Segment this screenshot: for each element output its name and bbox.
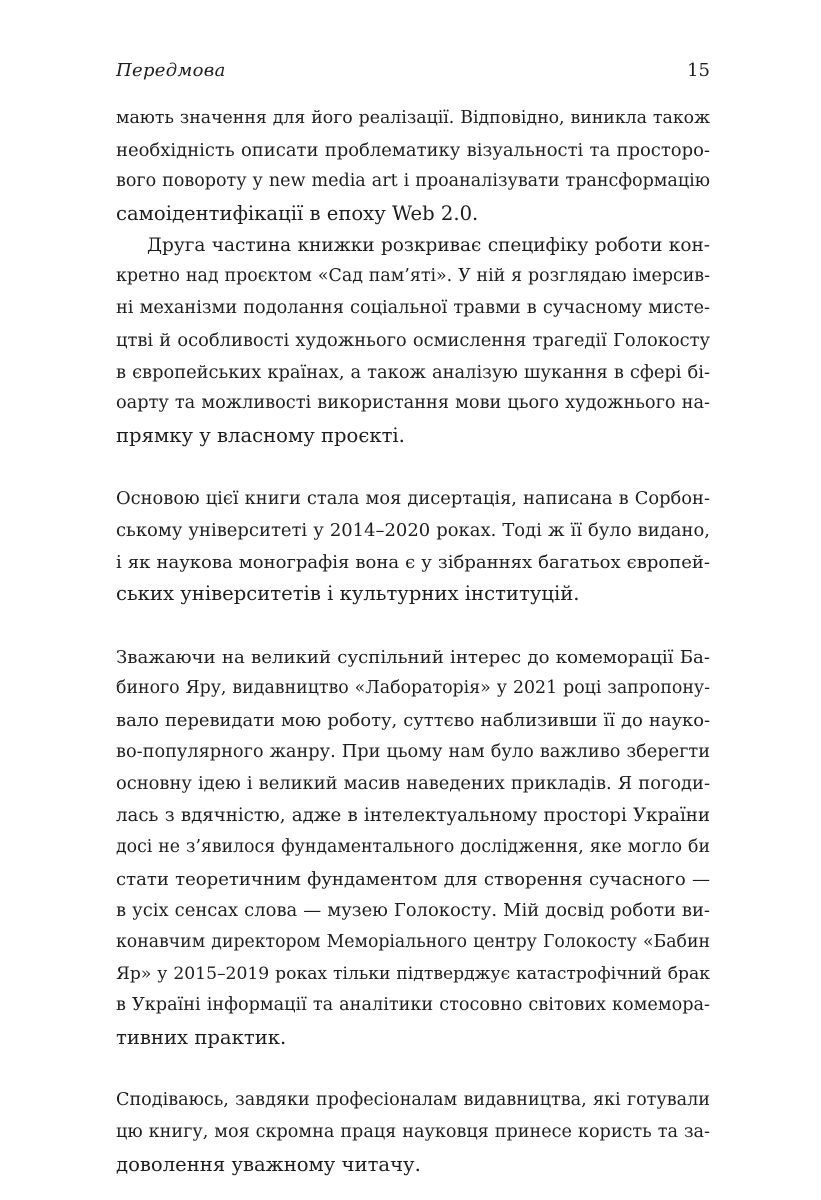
- text-line: Зважаючи на великий суспільний інтерес до комеморації Ба-: [116, 646, 710, 668]
- text-line: стати теоретичним фундаментом для створення сучасного —: [116, 868, 710, 890]
- paragraph: [116, 642, 710, 1054]
- text-line: ському університеті у 2014–2020 роках. Тоді ж її було видано,: [116, 519, 710, 541]
- text-line: конавчим директором Меморіального центру Голокосту «Бабин: [116, 931, 710, 952]
- text-line: прямку у власному проєкті.: [116, 423, 405, 447]
- text-line: досі не з’явилося фундаментального дослідження, яке могло би: [116, 836, 710, 857]
- text-line: Основою цієї книги стала моя дисертація, написана в Сорбон-: [116, 488, 710, 510]
- text-line: во-популярного жанру. При цьому нам було важливо зберегти: [116, 741, 710, 762]
- paragraph: [116, 103, 710, 230]
- section-break: [116, 610, 710, 642]
- text-line: необхідність описати проблематику візуальності та просторо-: [116, 139, 710, 161]
- text-line: доволення уважному читачу.: [116, 1152, 421, 1176]
- text-line: Яр» у 2015–2019 роках тільки підтверджує катастрофічний брак: [116, 963, 710, 984]
- paragraph: [116, 230, 710, 452]
- section-break: [116, 452, 710, 484]
- text-line: цю книгу, моя скромна праця науковця принесе користь та за-: [116, 1122, 710, 1142]
- text-line: вого повороту у new media art і проаналізувати трансформацію: [116, 171, 710, 192]
- text-line: лась з вдячністю, адже в інтелектуальному просторі України: [116, 805, 710, 827]
- text-line: оарту та можливості використання мови цього художнього на-: [116, 393, 710, 414]
- section-title: Передмова: [116, 60, 226, 81]
- section-break: [116, 1054, 710, 1086]
- page-number: 15: [687, 60, 710, 81]
- text-line: ських університетів і культурних інституцій.: [116, 582, 580, 606]
- text-line: в європейських країнах, а також аналізую шукання в сфері бі-: [116, 361, 710, 383]
- text-line: биного Яру, видавництво «Лабораторія» у 2021 році запропону-: [116, 678, 710, 699]
- text-line: мають значення для його реалізації. Відповідно, виникла також: [116, 108, 710, 128]
- text-line: основну ідею і великий масив наведених прикладів. Я погоди-: [116, 773, 710, 795]
- text-line: ні механізми подолання соціальної травми в сучасному мисте-: [116, 298, 710, 319]
- paragraph: [116, 1085, 710, 1180]
- paragraph: [116, 483, 710, 610]
- text-line: тивних практик.: [116, 1025, 287, 1049]
- page-body: [116, 103, 710, 1180]
- text-line: Сподіваюсь, завдяки професіоналам видавництва, які готували: [116, 1090, 710, 1111]
- running-header: [116, 60, 710, 90]
- text-line: і як наукова монографія вона є у зібраннях багатьох європей-: [116, 551, 710, 573]
- text-line: цтві й особливості художнього осмислення трагедії Голокосту: [116, 329, 710, 351]
- text-line: Друга частина книжки розкриває специфіку роботи кон-: [147, 234, 710, 256]
- text-line: самоідентифікації в епоху Web 2.0.: [116, 202, 479, 226]
- text-line: кретно над проєктом «Сад пам’яті». У ній я розглядаю імерсив-: [116, 266, 710, 287]
- text-line: в Україні інформації та аналітики стосовно світових комемора-: [116, 995, 710, 1016]
- text-line: в усіх сенсах слова — музею Голокосту. Мій досвід роботи ви-: [116, 900, 710, 922]
- text-line: вало перевидати мою роботу, суттєво наблизивши її до науко-: [116, 710, 710, 732]
